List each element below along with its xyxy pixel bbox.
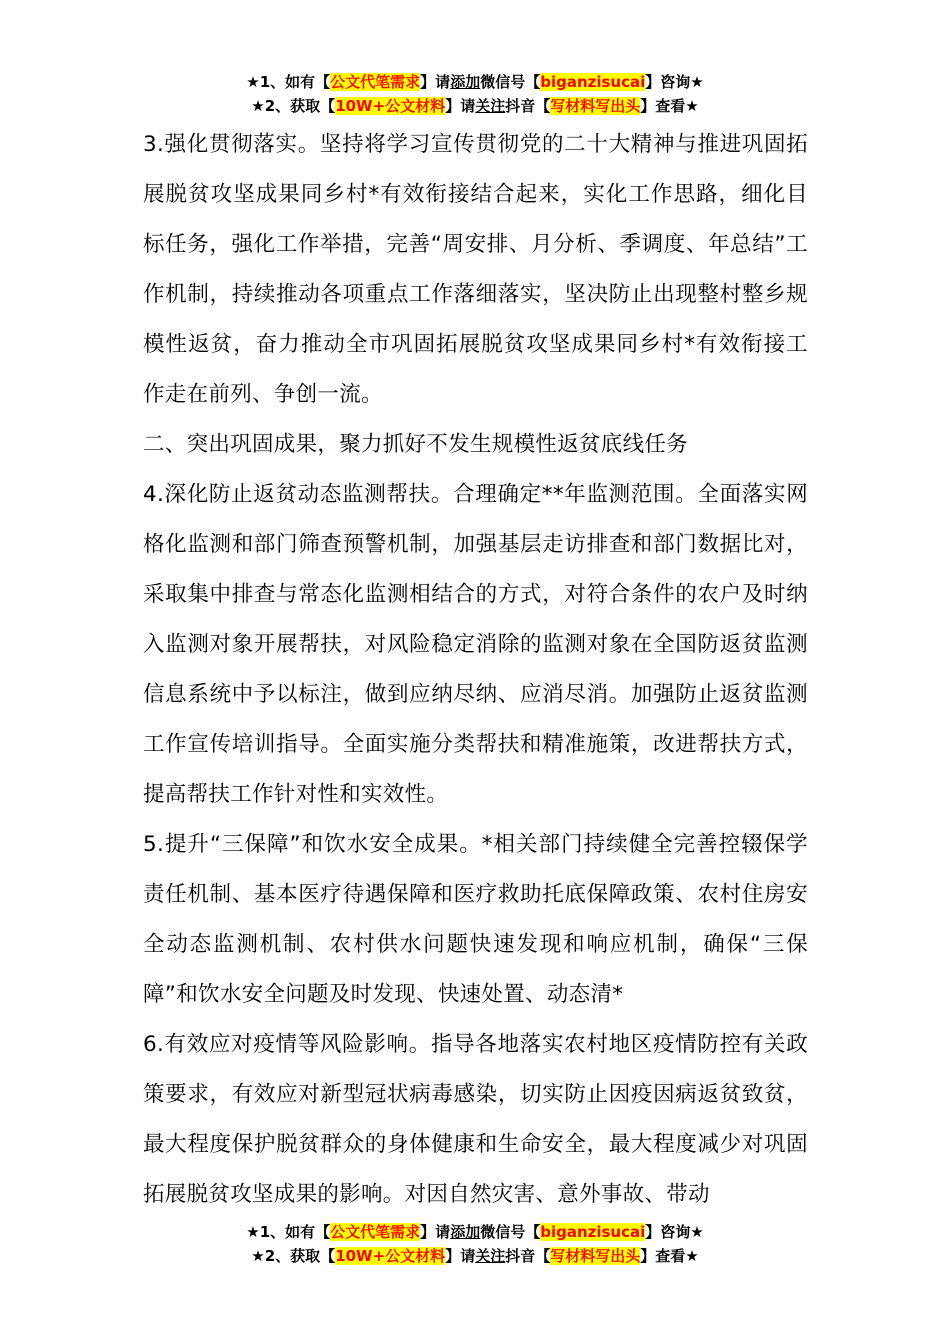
banner-highlight: 10W+公文材料 (335, 1247, 446, 1265)
document-body (143, 120, 808, 1220)
banner-highlight: 写材料写出头 (550, 1247, 641, 1265)
banner-line-1 (0, 70, 950, 94)
paragraph: 3.强化贯彻落实。坚持将学习宣传贯彻党的二十大精神与推进巩固拓展脱贫攻坚成果同乡村*有效衔接结合起来，实化工作思路，细化目标任务，强化工作举措，完善“周安排、月分析、季调度、年总结”工作机制，持续推动各项重点工作落细落实，坚决防止出现整村整乡规模性返贫，奋力推动全市巩固拓展脱贫攻坚成果同乡村*有效衔接工作走在前列、争创一流。 (143, 132, 808, 407)
banner-underlined-text: 关注 (475, 1247, 506, 1265)
banner-line-1 (0, 1220, 950, 1244)
banner-text: 】请 (420, 73, 451, 91)
banner-highlight: 公文代笔需求 (330, 73, 421, 91)
banner-text: 】咨询★ (645, 1223, 704, 1241)
paragraph: 6.有效应对疫情等风险影响。指导各地落实农村地区疫情防控有关政策要求，有效应对新型冠状病毒感染，切实防止因疫因病返贫致贫，最大程度保护脱贫群众的身体健康和生命安全，最大程度减少对巩固拓展脱贫攻坚成果的影响。对因自然灾害、意外事故、带动 (143, 1032, 808, 1207)
banner-text: 】请 (420, 1223, 451, 1241)
banner-highlight: 写材料写出头 (550, 97, 641, 115)
banner-text: 】请 (445, 1247, 476, 1265)
banner-highlight: biganzisucai (540, 73, 646, 91)
banner-text: 】查看★ (640, 97, 699, 115)
banner-underlined-text: 添加 (450, 73, 481, 91)
banner-text: 】查看★ (640, 1247, 699, 1265)
banner-highlight: 公文代笔需求 (330, 1223, 421, 1241)
banner-text: 抖音【 (505, 97, 551, 115)
banner-text: ★2、获取【 (251, 1247, 336, 1265)
paragraph: 4.深化防止返贫动态监测帮扶。合理确定**年监测范围。全面落实网格化监测和部门筛查预警机制，加强基层走访排查和部门数据比对，采取集中排查与常态化监测相结合的方式，对符合条件的农户及时纳入监测对象开展帮扶，对风险稳定消除的监测对象在全国防返贫监测信息系统中予以标注，做到应纳尽纳、应消尽消。加强防止返贫监测工作宣传培训指导。全面实施分类帮扶和精准施策，改进帮扶方式，提高帮扶工作针对性和实效性。 (143, 482, 808, 807)
banner-text: ★2、获取【 (251, 97, 336, 115)
section-heading: 二、突出巩固成果，聚力抓好不发生规模性返贫底线任务 (143, 432, 689, 457)
banner-text: 抖音【 (505, 1247, 551, 1265)
banner-line-2 (0, 1244, 950, 1268)
banner-highlight: biganzisucai (540, 1223, 646, 1241)
footer-banner (0, 1220, 950, 1268)
banner-underlined-text: 添加 (450, 1223, 481, 1241)
banner-text: 】请 (445, 97, 476, 115)
paragraph: 5.提升“三保障”和饮水安全成果。*相关部门持续健全完善控辍保学责任机制、基本医疗待遇保障和医疗救助托底保障政策、农村住房安全动态监测机制、农村供水问题快速发现和响应机制，确保“三保障”和饮水安全问题及时发现、快速处置、动态清* (143, 832, 808, 1007)
header-banner (0, 70, 950, 118)
banner-text: ★1、如有【 (246, 73, 331, 91)
banner-highlight: 10W+公文材料 (335, 97, 446, 115)
banner-text: 】咨询★ (645, 73, 704, 91)
banner-underlined-text: 关注 (475, 97, 506, 115)
banner-line-2 (0, 94, 950, 118)
banner-text: ★1、如有【 (246, 1223, 331, 1241)
banner-text: 微信号【 (480, 1223, 541, 1241)
banner-text: 微信号【 (480, 73, 541, 91)
